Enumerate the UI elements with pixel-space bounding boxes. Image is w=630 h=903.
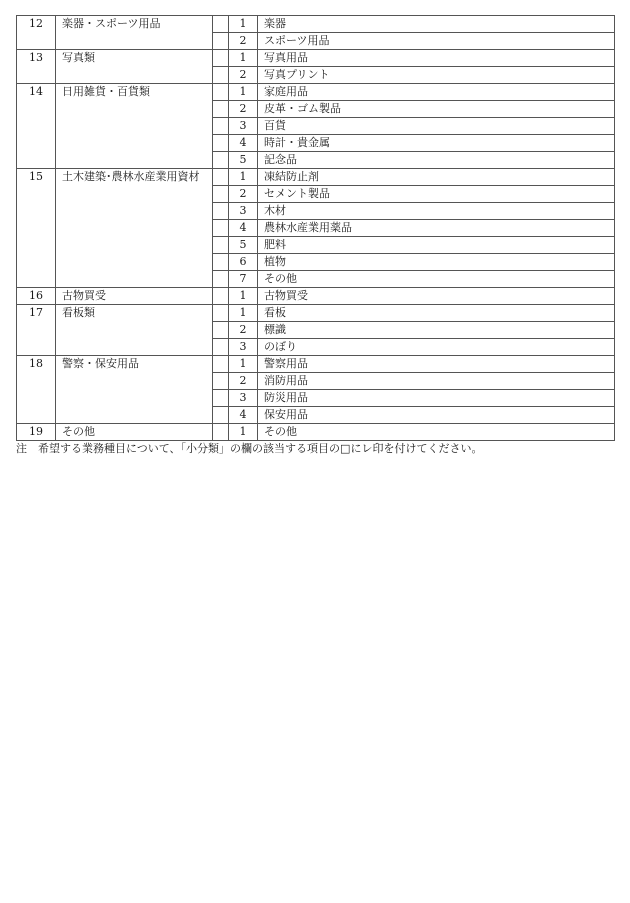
check-box[interactable] <box>213 169 229 186</box>
category-number: 14 <box>17 84 56 169</box>
table-row <box>17 288 615 305</box>
check-box[interactable] <box>213 16 229 33</box>
subcategory-number: 1 <box>229 50 258 67</box>
subcategory-label: 古物買受 <box>258 288 615 305</box>
category-name: 写真類 <box>56 50 213 84</box>
category-number: 13 <box>17 50 56 84</box>
check-box[interactable] <box>213 254 229 271</box>
subcategory-label: その他 <box>258 424 615 441</box>
subcategory-number: 3 <box>229 339 258 356</box>
check-box[interactable] <box>213 373 229 390</box>
category-number: 17 <box>17 305 56 356</box>
subcategory-number: 5 <box>229 152 258 169</box>
subcategory-label: スポーツ用品 <box>258 33 615 50</box>
category-name: 看板類 <box>56 305 213 356</box>
check-box[interactable] <box>213 152 229 169</box>
check-box[interactable] <box>213 84 229 101</box>
check-box[interactable] <box>213 118 229 135</box>
category-name: 古物買受 <box>56 288 213 305</box>
subcategory-label: 看板 <box>258 305 615 322</box>
check-box[interactable] <box>213 33 229 50</box>
instruction-note: 注 希望する業務種目について、「小分類」の欄の該当する項目の□にレ印を付けてください。 <box>16 442 483 455</box>
check-box[interactable] <box>213 237 229 254</box>
subcategory-number: 1 <box>229 356 258 373</box>
check-box[interactable] <box>213 305 229 322</box>
subcategory-label: 家庭用品 <box>258 84 615 101</box>
subcategory-label: 木材 <box>258 203 615 220</box>
category-name: 警察・保安用品 <box>56 356 213 424</box>
check-box[interactable] <box>213 67 229 84</box>
check-box[interactable] <box>213 203 229 220</box>
business-category-table <box>16 15 615 441</box>
subcategory-label: 時計・貴金属 <box>258 135 615 152</box>
category-table-body <box>17 16 615 441</box>
table-row <box>17 16 615 33</box>
category-sheet <box>16 15 614 441</box>
table-row <box>17 50 615 67</box>
table-row <box>17 424 615 441</box>
subcategory-number: 4 <box>229 220 258 237</box>
subcategory-label: 保安用品 <box>258 407 615 424</box>
subcategory-number: 3 <box>229 203 258 220</box>
check-box[interactable] <box>213 339 229 356</box>
subcategory-number: 2 <box>229 67 258 84</box>
category-number: 15 <box>17 169 56 288</box>
subcategory-label: 標識 <box>258 322 615 339</box>
check-box[interactable] <box>213 50 229 67</box>
subcategory-label: 肥料 <box>258 237 615 254</box>
table-row <box>17 169 615 186</box>
category-name: 日用雑貨・百貨類 <box>56 84 213 169</box>
subcategory-number: 6 <box>229 254 258 271</box>
subcategory-label: 警察用品 <box>258 356 615 373</box>
subcategory-label: 楽器 <box>258 16 615 33</box>
subcategory-number: 1 <box>229 16 258 33</box>
subcategory-label: 皮革・ゴム製品 <box>258 101 615 118</box>
subcategory-number: 1 <box>229 424 258 441</box>
subcategory-number: 4 <box>229 407 258 424</box>
subcategory-number: 1 <box>229 288 258 305</box>
check-box[interactable] <box>213 390 229 407</box>
subcategory-number: 4 <box>229 135 258 152</box>
check-box[interactable] <box>213 220 229 237</box>
subcategory-number: 2 <box>229 33 258 50</box>
check-box[interactable] <box>213 101 229 118</box>
subcategory-number: 2 <box>229 373 258 390</box>
category-name: 土木建築･農林水産業用資材 <box>56 169 213 288</box>
subcategory-number: 2 <box>229 186 258 203</box>
subcategory-number: 3 <box>229 118 258 135</box>
check-box[interactable] <box>213 407 229 424</box>
category-name: 楽器・スポーツ用品 <box>56 16 213 50</box>
subcategory-label: セメント製品 <box>258 186 615 203</box>
check-box[interactable] <box>213 288 229 305</box>
subcategory-label: その他 <box>258 271 615 288</box>
check-box[interactable] <box>213 322 229 339</box>
subcategory-label: 記念品 <box>258 152 615 169</box>
category-number: 12 <box>17 16 56 50</box>
table-row <box>17 356 615 373</box>
subcategory-label: 百貨 <box>258 118 615 135</box>
category-name: その他 <box>56 424 213 441</box>
check-box[interactable] <box>213 135 229 152</box>
subcategory-number: 5 <box>229 237 258 254</box>
table-row <box>17 84 615 101</box>
subcategory-label: 消防用品 <box>258 373 615 390</box>
check-box[interactable] <box>213 424 229 441</box>
check-box[interactable] <box>213 186 229 203</box>
subcategory-number: 1 <box>229 305 258 322</box>
category-number: 19 <box>17 424 56 441</box>
category-number: 18 <box>17 356 56 424</box>
subcategory-label: 農林水産業用薬品 <box>258 220 615 237</box>
subcategory-number: 2 <box>229 322 258 339</box>
check-box[interactable] <box>213 271 229 288</box>
subcategory-number: 1 <box>229 84 258 101</box>
check-box[interactable] <box>213 356 229 373</box>
subcategory-label: 凍結防止剤 <box>258 169 615 186</box>
subcategory-label: のぼり <box>258 339 615 356</box>
subcategory-number: 7 <box>229 271 258 288</box>
subcategory-label: 写真プリント <box>258 67 615 84</box>
subcategory-label: 植物 <box>258 254 615 271</box>
subcategory-number: 1 <box>229 169 258 186</box>
subcategory-number: 3 <box>229 390 258 407</box>
category-number: 16 <box>17 288 56 305</box>
subcategory-number: 2 <box>229 101 258 118</box>
table-row <box>17 305 615 322</box>
subcategory-label: 写真用品 <box>258 50 615 67</box>
subcategory-label: 防災用品 <box>258 390 615 407</box>
